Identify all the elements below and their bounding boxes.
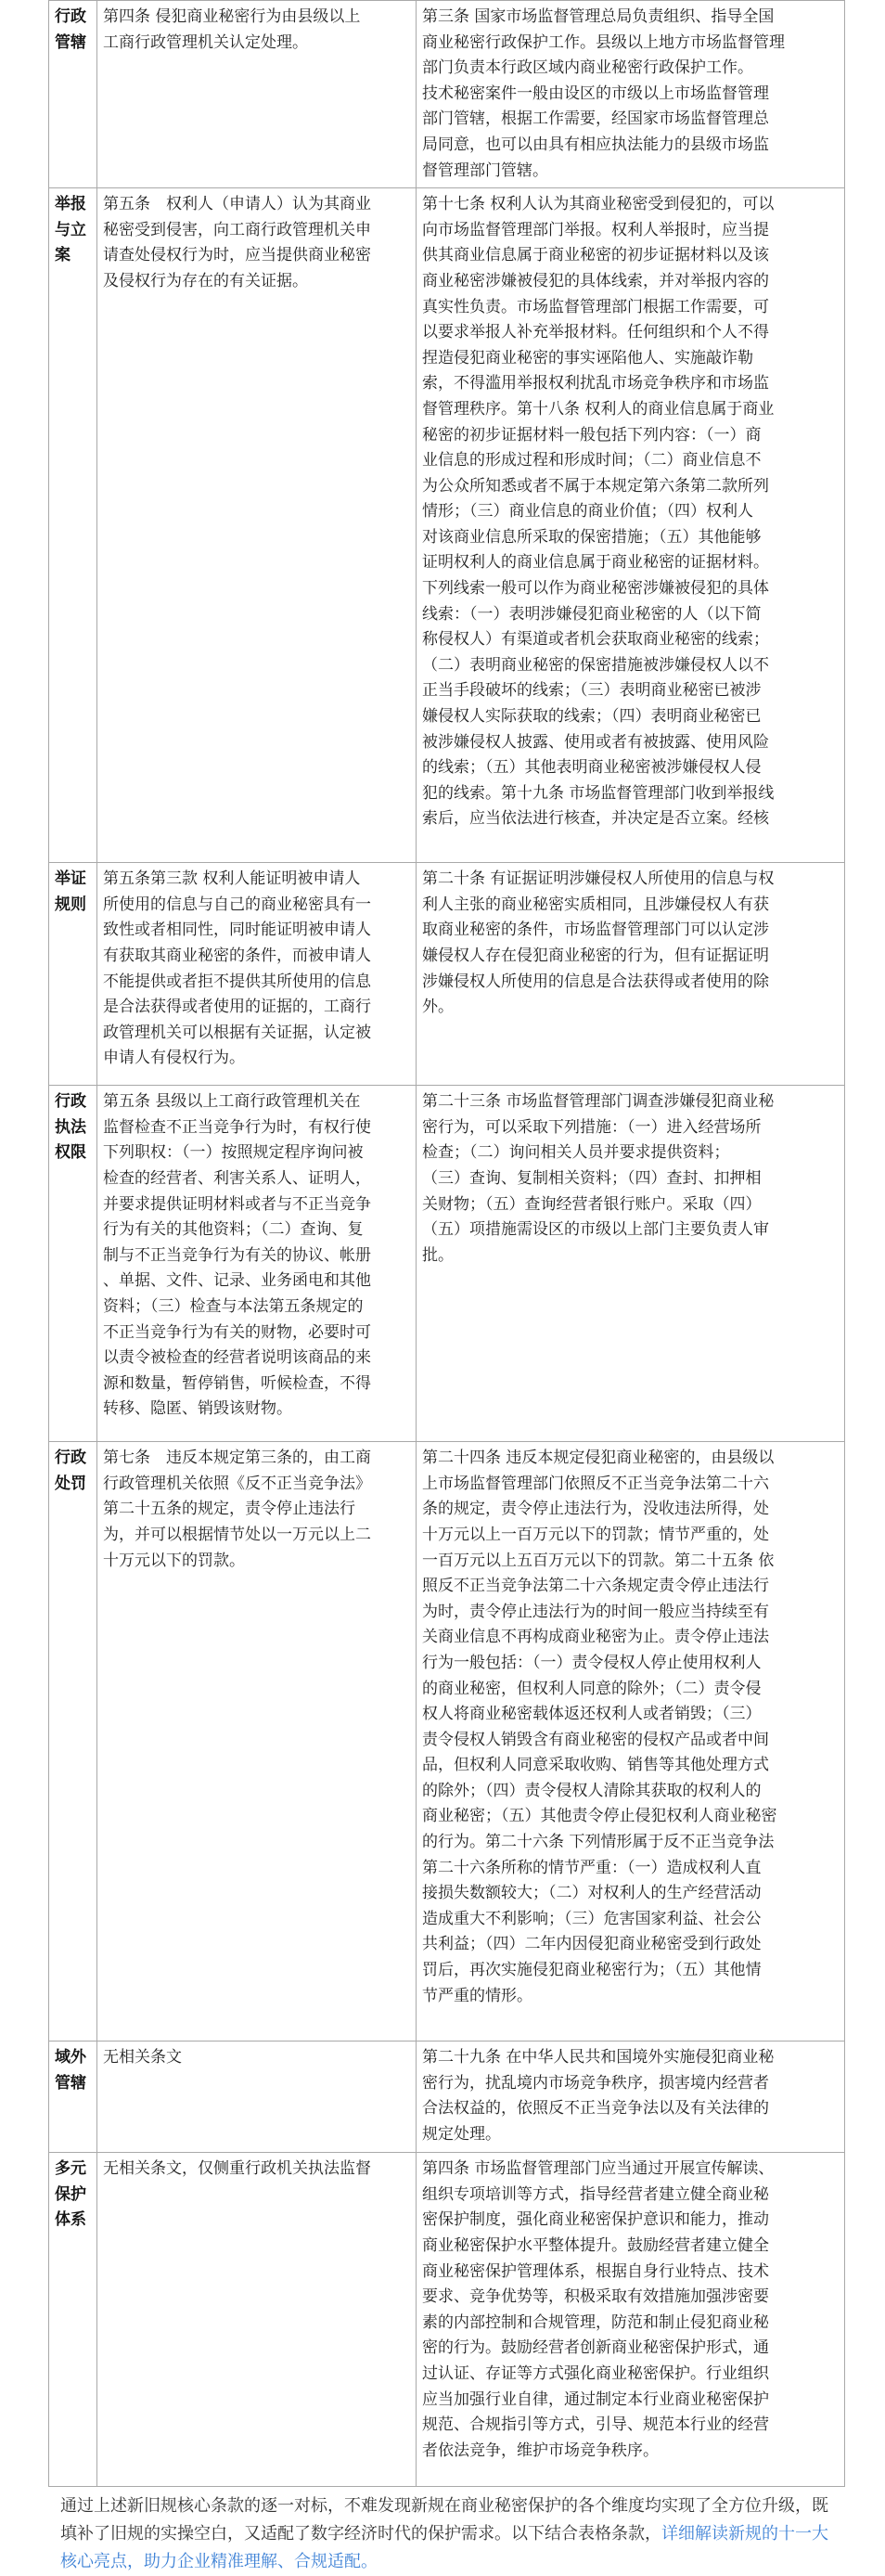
row-category: 举报 与立 案 <box>49 188 97 863</box>
old-provision-cell: 第四条 侵犯商业秘密行为由县级以上 工商行政管理机关认定处理。 <box>97 1 417 188</box>
old-provision-cell: 第五条第三款 权利人能证明被申请人 所使用的信息与自己的商业秘密具有一 致性或者相同性，同时能证明被申请人 有获取其商业秘密的条件，而被申请人 不能提供或者拒不提供其所使用的信息 是合法获得或者使用的证据的，工商行 政管理机关可以根据有关证据，认定被 申请人有侵权行为。 <box>97 863 417 1086</box>
row-category: 多元 保护 体系 <box>49 2153 97 2487</box>
old-provision-cell: 无相关条文 <box>97 2041 417 2153</box>
summary-text: 通过上述新旧规核心条款的逐一对标，不难发现新规在商业秘密保护的各个维度均实现了全方位升级，既填补了旧规的实操空白，又适配了数字经济时代的保护需求。以下结合表格条款， <box>60 2496 828 2544</box>
row-category: 行政 执法 权限 <box>49 1086 97 1442</box>
table-row <box>49 2041 845 2153</box>
table-row <box>49 2153 845 2487</box>
new-provision-cell: 第二十三条 市场监督管理部门调查涉嫌侵犯商业秘 密行为，可以采取下列措施：（一）进入经营场所 检查；（二）询问相关人员并要求提供资料； （三）查询、复制相关资料；（四）查封、扣押相 关财物；（五）查询经营者银行账户。采取（四） （五）项措施需设区的市级以上部门主要负责人审 批。 <box>417 1086 845 1442</box>
new-provision-cell: 第二十条 有证据证明涉嫌侵权人所使用的信息与权 利人主张的商业秘密实质相同，且涉嫌侵权人有获 取商业秘密的条件，市场监督管理部门可以认定涉 嫌侵权人存在侵犯商业秘密的行为，但有证据证明 涉嫌侵权人所使用的信息是合法获得或者使用的除 外。 <box>417 863 845 1086</box>
row-category: 举证 规则 <box>49 863 97 1086</box>
table-row <box>49 863 845 1086</box>
new-provision-cell: 第四条 市场监督管理部门应当通过开展宣传解读、 组织专项培训等方式，指导经营者建立健全商业秘 密保护制度，强化商业秘密保护意识和能力，推动 商业秘密保护水平整体提升。鼓励经营者建立健全 商业秘密保护管理体系，根据自身行业特点、技术 要求、竞争优势等，积极采取有效措施加强涉密要 素的内部控制和合规管理，防范和制止侵犯商业秘 密的行为。鼓励经营者创新商业秘密保护形式，通 过认证、存证等方式强化商业秘密保护。行业组织 应当加强行业自律，通过制定本行业商业秘密保护 规范、合规指引等方式，引导、规范本行业的经营 者依法竞争，维护市场竞争秩序。 <box>417 2153 845 2487</box>
table-row <box>49 1442 845 2041</box>
row-category: 行政 处罚 <box>49 1442 97 2041</box>
new-provision-cell: 第二十九条 在中华人民共和国境外实施侵犯商业秘 密行为，扰乱境内市场竞争秩序，损害境内经营者 合法权益的，依照反不正当竞争法以及有关法律的 规定处理。 <box>417 2041 845 2153</box>
new-provision-cell: 第十七条 权利人认为其商业秘密受到侵犯的，可以 向市场监督管理部门举报。权利人举报时，应当提 供其商业信息属于商业秘密的初步证据材料以及该 商业秘密涉嫌被侵犯的具体线索，并对举报内容的 真实性负责。市场监督管理部门根据工作需要，可 以要求举报人补充举报材料。任何组织和个人不得 捏造侵犯商业秘密的事实诬陷他人、实施敲诈勒 索，不得滥用举报权利扰乱市场竞争秩序和市场监 督管理秩序。第十八条 权利人的商业信息属于商业 秘密的初步证据材料一般包括下列内容：（一）商 业信息的形成过程和形成时间；（二）商业信息不 为公众所知悉或者不属于本规定第六条第二款所列 情形；（三）商业信息的商业价值；（四）权利人 对该商业信息所采取的保密措施；（五）其他能够 证明权利人的商业信息属于商业秘密的证据材料。 下列线索一般可以作为商业秘密涉嫌被侵犯的具体 线索：（一）表明涉嫌侵犯商业秘密的人（以下简 称侵权人）有渠道或者机会获取商业秘密的线索； （二）表明商业秘密的保密措施被涉嫌侵权人以不 正当手段破坏的线索；（三）表明商业秘密已被涉 嫌侵权人实际获取的线索；（四）表明商业秘密已 被涉嫌侵权人披露、使用或者有被披露、使用风险 的线索；（五）其他表明商业秘密被涉嫌侵权人侵 犯的线索。第十九条 市场监督管理部门收到举报线 索后，应当依法进行核查，并决定是否立案。经核 <box>417 188 845 863</box>
new-provision-cell: 第二十四条 违反本规定侵犯商业秘密的，由县级以 上市场监督管理部门依照反不正当竞争法第二十六 条的规定，责令停止违法行为，没收违法所得，处 十万元以上一百万元以下的罚款；情节严重的，处 一百万元以上五百万元以下的罚款。第二十五条 依 照反不正当竞争法第二十六条规定责令停止违法行 为时，责令停止违法行为的时间一般应当持续至有 关商业信息不再构成商业秘密为止。责令停止违法 行为一般包括：（一）责令侵权人停止使用权利人 的商业秘密，但权利人同意的除外；（二）责令侵 权人将商业秘密载体返还权利人或者销毁；（三） 责令侵权人销毁含有商业秘密的侵权产品或者中间 品，但权利人同意采取收购、销售等其他处理方式 的除外；（四）责令侵权人清除其获取的权利人的 商业秘密；（五）其他责令停止侵犯权利人商业秘密 的行为。第二十六条 下列情形属于反不正当竞争法 第二十六条所称的情节严重：（一）造成权利人直 接损失数额较大；（二）对权利人的生产经营活动 造成重大不利影响；（三）危害国家利益、社会公 共利益；（四）二年内因侵犯商业秘密受到行政处 罚后，再次实施侵犯商业秘密行为；（五）其他情 节严重的情形。 <box>417 1442 845 2041</box>
table-row <box>49 1086 845 1442</box>
row-category: 域外 管辖 <box>49 2041 97 2153</box>
old-provision-cell: 第五条 县级以上工商行政管理机关在 监督检查不正当竞争行为时，有权行使 下列职权：（一）按照规定程序询问被 检查的经营者、利害关系人、证明人， 并要求提供证明材料或者与不正当竞争 行为有关的其他资料；（二）查询、复 制与不正当竞争行为有关的协议、帐册 、单据、文件、记录、业务函电和其他 资料；（三）检查与本法第五条规定的 不正当竞争行为有关的财物，必要时可 以责令被检查的经营者说明该商品的来 源和数量，暂停销售，听候检查，不得 转移、隐匿、销毁该财物。 <box>97 1086 417 1442</box>
table-row <box>49 1 845 188</box>
table-row <box>49 188 845 863</box>
regulation-comparison-table <box>48 0 845 2487</box>
new-provision-cell: 第三条 国家市场监督管理总局负责组织、指导全国 商业秘密行政保护工作。县级以上地方市场监督管理 部门负责本行政区域内商业秘密行政保护工作。 技术秘密案件一般由设区的市级以上市场监督管理 部门管辖，根据工作需要，经国家市场监督管理总 局同意，也可以由具有相应执法能力的县级市场监 督管理部门管辖。 <box>417 1 845 188</box>
summary-highlight-text: 详细解读新规的十一大核心亮点，助力企业精准理解、合规适配。 <box>60 2524 828 2571</box>
old-provision-cell: 第五条 权利人（申请人）认为其商业 秘密受到侵害，向工商行政管理机关申 请查处侵权行为时，应当提供商业秘密 及侵权行为存在的有关证据。 <box>97 188 417 863</box>
old-provision-cell: 无相关条文，仅侧重行政机关执法监督 <box>97 2153 417 2487</box>
summary-paragraph <box>60 2492 840 2576</box>
row-category: 行政 管辖 <box>49 1 97 188</box>
old-provision-cell: 第七条 违反本规定第三条的，由工商 行政管理机关依照《反不正当竞争法》 第二十五条的规定，责令停止违法行 为，并可以根据情节处以一万元以上二 十万元以下的罚款。 <box>97 1442 417 2041</box>
